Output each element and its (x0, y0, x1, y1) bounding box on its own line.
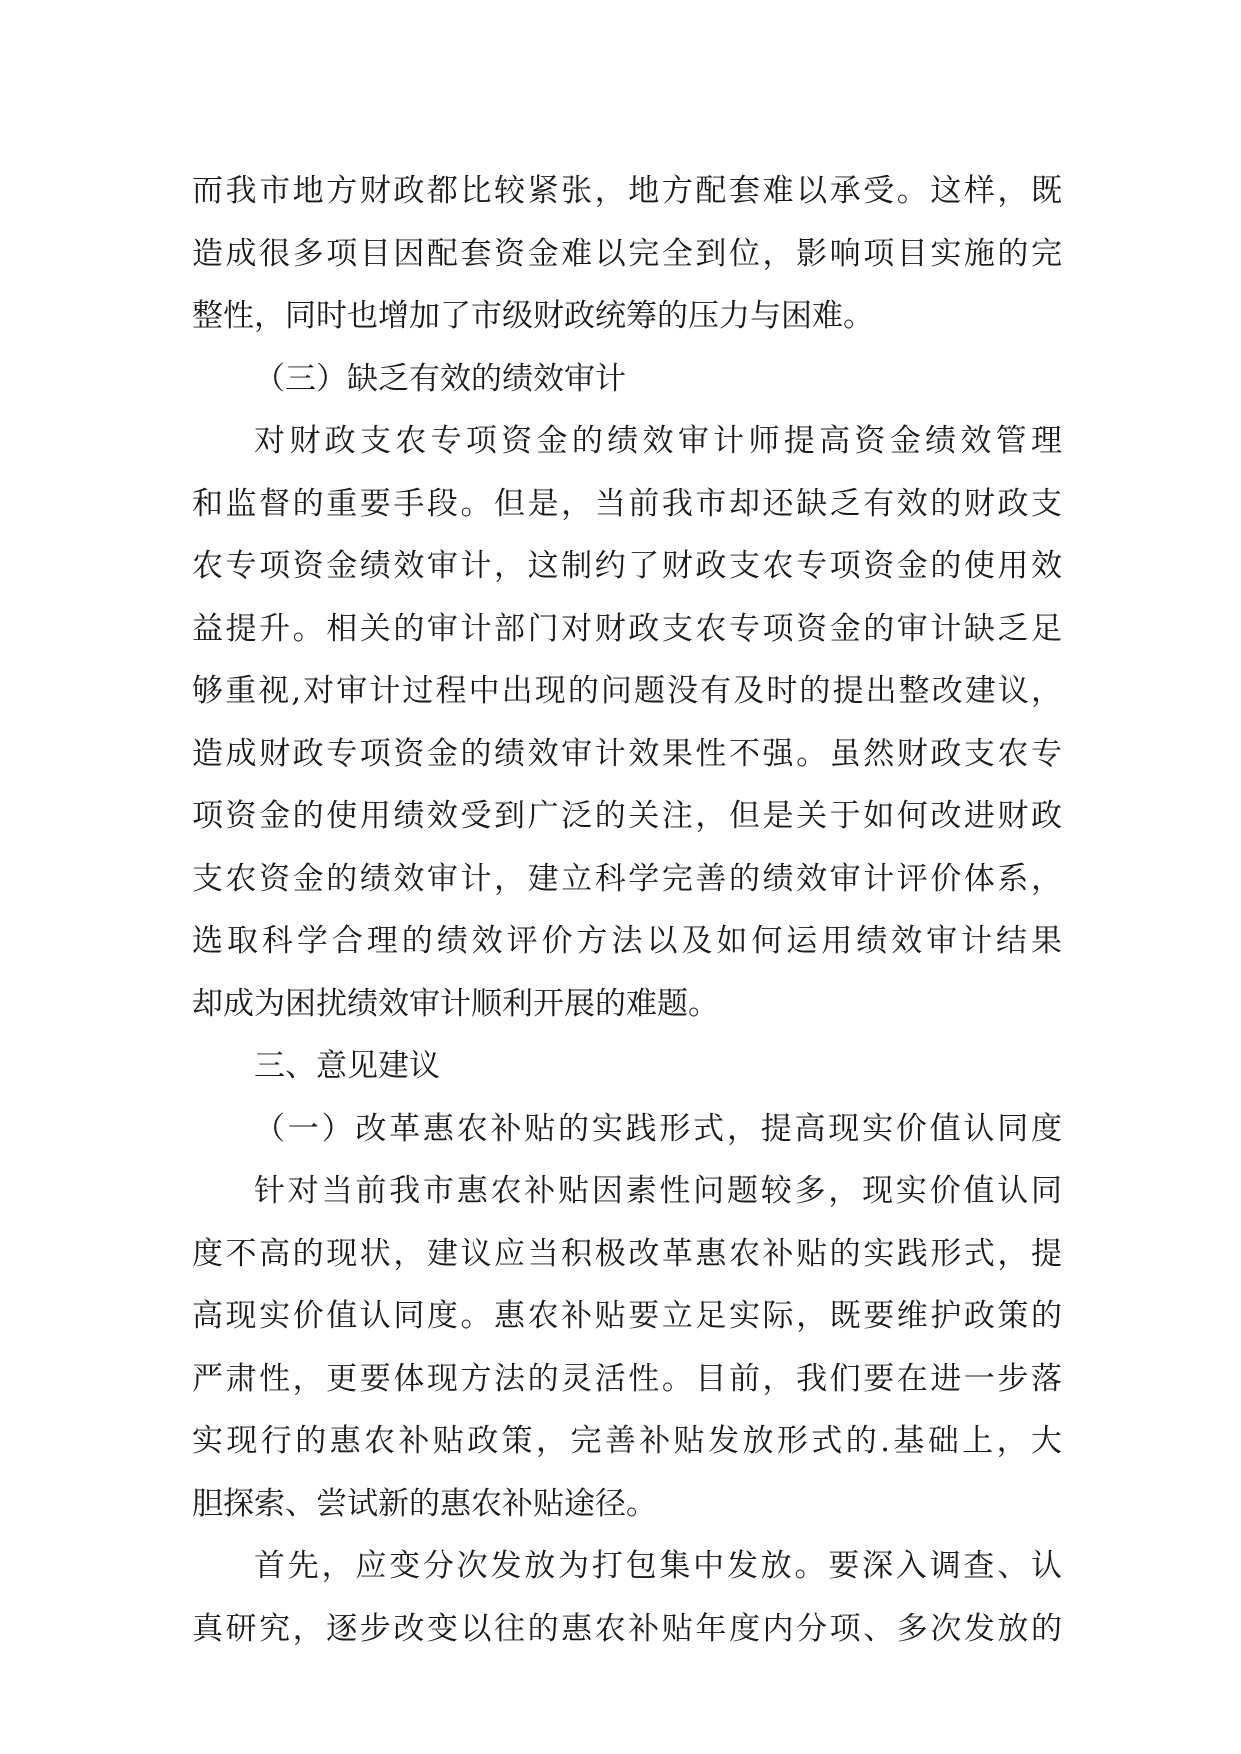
text-line: 严肃性，更要体现方法的灵活性。目前，我们要在进一步落 (192, 1360, 1062, 1397)
text-line: 选取科学合理的绩效评价方法以及如何运用绩效审计结果 (192, 923, 1062, 959)
text-line: 对财政支农专项资金的绩效审计师提高资金绩效管理 (254, 423, 1062, 459)
text-line: 支农资金的绩效审计，建立科学完善的绩效审计评价体系， (192, 860, 1062, 897)
text-line: 首先，应变分次发放为打包集中发放。要深入调查、认 (254, 1548, 1062, 1584)
text-line: 造成很多项目因配套资金难以完全到位，影响项目实施的完 (192, 235, 1062, 272)
text-line: 度不高的现状，建议应当积极改革惠农补贴的实践形式，提 (192, 1235, 1062, 1272)
text-line: 三、意见建议 (254, 1048, 440, 1084)
text-line: 针对当前我市惠农补贴因素性问题较多，现实价值认同 (254, 1173, 1062, 1209)
text-line: 和监督的重要手段。但是，当前我市却还缺乏有效的财政支 (192, 485, 1062, 522)
document-body (192, 160, 1062, 1660)
text-line: 实现行的惠农补贴政策，完善补贴发放形式的.基础上，大 (192, 1423, 1062, 1459)
text-line: 益提升。相关的审计部门对财政支农专项资金的审计缺乏足 (192, 610, 1062, 647)
text-line: 真研究，逐步改变以往的惠农补贴年度内分项、多次发放的 (192, 1610, 1062, 1647)
text-line: 整性，同时也增加了市级财政统筹的压力与困难。 (192, 298, 874, 334)
text-line: 却成为困扰绩效审计顺利开展的难题。 (192, 985, 719, 1022)
text-line: 高现实价值认同度。惠农补贴要立足实际，既要维护政策的 (192, 1298, 1062, 1334)
text-line: （三）缺乏有效的绩效审计 (254, 360, 626, 397)
text-line: 造成财政专项资金的绩效审计效果性不强。虽然财政支农专 (192, 735, 1062, 772)
text-line: 农专项资金绩效审计，这制约了财政支农专项资金的使用效 (192, 548, 1062, 584)
text-line: 而我市地方财政都比较紧张，地方配套难以承受。这样，既 (192, 173, 1062, 209)
text-line: 够重视,对审计过程中出现的问题没有及时的提出整改建议， (192, 673, 1062, 709)
text-line: 项资金的使用绩效受到广泛的关注，但是关于如何改进财政 (192, 798, 1062, 834)
text-line: （一）改革惠农补贴的实践形式，提高现实价值认同度 (254, 1110, 1062, 1147)
text-line: 胆探索、尝试新的惠农补贴途径。 (192, 1485, 657, 1522)
